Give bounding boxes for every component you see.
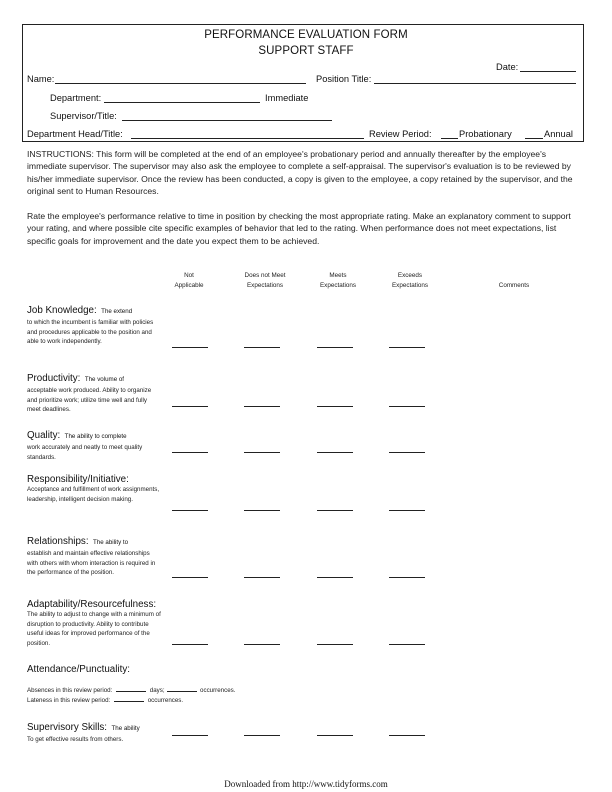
category-desc: establish and maintain effective relationships with others with whom interaction is required in the performance of the position. (27, 550, 156, 576)
rating-exceeds[interactable] (389, 644, 425, 645)
instructions-paragraph: INSTRUCTIONS: This form will be completed at the end of an employee's probationary period and annually thereafter by the employee's immediate supervisor. The supervisor may also ask the employee to complete a self-appraisal. The supervisor's evaluation is to be reviewed by his/her immediate supervisor. Once the review has been conducted, a copy is given to the employee, a copy retained by the supervisor, and the original sent to Human Resources. (27, 149, 573, 197)
category-attendance (27, 664, 162, 675)
category-relationships (27, 531, 162, 578)
category-responsibility (27, 474, 162, 504)
lateness-occurrences-field[interactable] (114, 701, 144, 702)
rating-meets[interactable] (317, 735, 353, 736)
rating-not-applicable[interactable] (172, 510, 208, 511)
rating-not-applicable[interactable] (172, 406, 208, 407)
category-title: Adaptability/Resourcefulness: (27, 599, 157, 610)
category-title: Relationships: (27, 536, 89, 547)
category-job-knowledge (27, 300, 162, 347)
category-desc: Acceptance and fulfillment of work assignments, leadership, intelligent decision making. (27, 486, 160, 503)
col-does-not-meet: Does not Meet Expectations (244, 272, 286, 289)
absences-label: Absences in this review period: (27, 687, 113, 694)
dept-head-field[interactable] (131, 138, 364, 139)
category-title: Job Knowledge: (27, 305, 97, 316)
form-subtitle: SUPPORT STAFF (258, 45, 354, 57)
absences-days-field[interactable] (116, 691, 146, 692)
rating-does-not-meet[interactable] (244, 735, 280, 736)
rating-does-not-meet[interactable] (244, 577, 280, 578)
supervisor-label: Supervisor/Title: (50, 111, 117, 121)
rating-meets[interactable] (317, 510, 353, 511)
rating-does-not-meet[interactable] (244, 452, 280, 453)
rating-does-not-meet[interactable] (244, 406, 280, 407)
rating-exceeds[interactable] (389, 406, 425, 407)
category-inline: The ability (111, 725, 140, 732)
category-inline: The volume of (84, 376, 125, 383)
absences-occurrences-field[interactable] (167, 691, 197, 692)
rating-does-not-meet[interactable] (244, 510, 280, 511)
rating-meets[interactable] (317, 452, 353, 453)
category-title: Supervisory Skills: (27, 722, 108, 733)
footer-download-link[interactable]: Downloaded from http://www.tidyforms.com (224, 779, 388, 789)
probationary-checkbox[interactable] (441, 138, 458, 139)
rating-not-applicable[interactable] (172, 452, 208, 453)
date-label: Date: (496, 62, 519, 72)
position-field[interactable] (374, 83, 576, 84)
category-quality (27, 425, 162, 462)
col-not-applicable: Not Applicable (174, 272, 204, 289)
rating-meets[interactable] (317, 577, 353, 578)
category-adaptability (27, 599, 162, 648)
category-title: Attendance/Punctuality: (27, 664, 130, 675)
category-desc: work accurately and neatly to meet quality standards. (27, 444, 143, 461)
review-period-label: Review Period: (369, 129, 432, 139)
annual-label: Annual (544, 129, 573, 139)
absences-line (27, 687, 235, 694)
rating-not-applicable[interactable] (172, 347, 208, 348)
position-label: Position Title: (316, 74, 372, 84)
rating-meets[interactable] (317, 406, 353, 407)
category-inline: The ability to (93, 539, 129, 546)
col-meets: Meets Expectations (319, 272, 357, 289)
category-title: Responsibility/Initiative: (27, 474, 129, 485)
category-title: Quality: (27, 430, 61, 441)
col-comments: Comments (498, 282, 530, 289)
rating-not-applicable[interactable] (172, 577, 208, 578)
name-field[interactable] (55, 83, 306, 84)
rating-meets[interactable] (317, 347, 353, 348)
category-desc: acceptable work produced. Ability to organize and prioritize work; utilize time well and fully meet deadlines. (27, 387, 152, 413)
lateness-label: Lateness in this review period: (27, 697, 111, 704)
rating-does-not-meet[interactable] (244, 347, 280, 348)
rating-does-not-meet[interactable] (244, 644, 280, 645)
category-desc: to which the incumbent is familiar with policies and procedures applicable to the position and able to work independently. (27, 319, 154, 345)
category-inline: The ability to complete (64, 433, 127, 440)
rating-exceeds[interactable] (389, 735, 425, 736)
dept-head-label: Department Head/Title: (27, 129, 123, 139)
supervisor-field[interactable] (122, 120, 332, 121)
rating-instructions-paragraph: Rate the employee's performance relative to time in position by checking the most appropriate rating. Make an explanatory comment to support your rating, and where possible cite specific examples of behavior that led to the rating. When performance does not meet expectations, list specific goals for improvement and the date you expect them to be achieved. (27, 211, 571, 246)
department-label: Department: (50, 93, 102, 103)
probationary-label: Probationary (459, 129, 512, 139)
rating-meets[interactable] (317, 644, 353, 645)
rating-exceeds[interactable] (389, 452, 425, 453)
category-supervisory (27, 717, 162, 745)
category-title: Productivity: (27, 373, 81, 384)
immediate-label: Immediate (265, 93, 309, 103)
category-desc: The ability to adjust to change with a minimum of disruption to productivity. Ability to contribute useful ideas for improved performance of the position. (27, 611, 161, 647)
rating-exceeds[interactable] (389, 347, 425, 348)
date-field[interactable] (520, 71, 576, 72)
lateness-occurrences-label: occurrences. (147, 697, 184, 704)
category-productivity (27, 368, 162, 415)
rating-not-applicable[interactable] (172, 735, 208, 736)
rating-exceeds[interactable] (389, 577, 425, 578)
form-title: PERFORMANCE EVALUATION FORM (204, 29, 408, 41)
rating-not-applicable[interactable] (172, 644, 208, 645)
category-inline: The extend (101, 308, 133, 315)
lateness-line (27, 697, 183, 704)
col-exceeds: Exceeds Expectations (391, 272, 429, 289)
days-label: days; (149, 687, 165, 694)
name-label: Name: (27, 74, 55, 84)
department-field[interactable] (104, 102, 260, 103)
rating-exceeds[interactable] (389, 510, 425, 511)
annual-checkbox[interactable] (525, 138, 543, 139)
category-desc: To get effective results from others. (27, 736, 124, 743)
occurrences-label: occurrences. (200, 687, 236, 694)
